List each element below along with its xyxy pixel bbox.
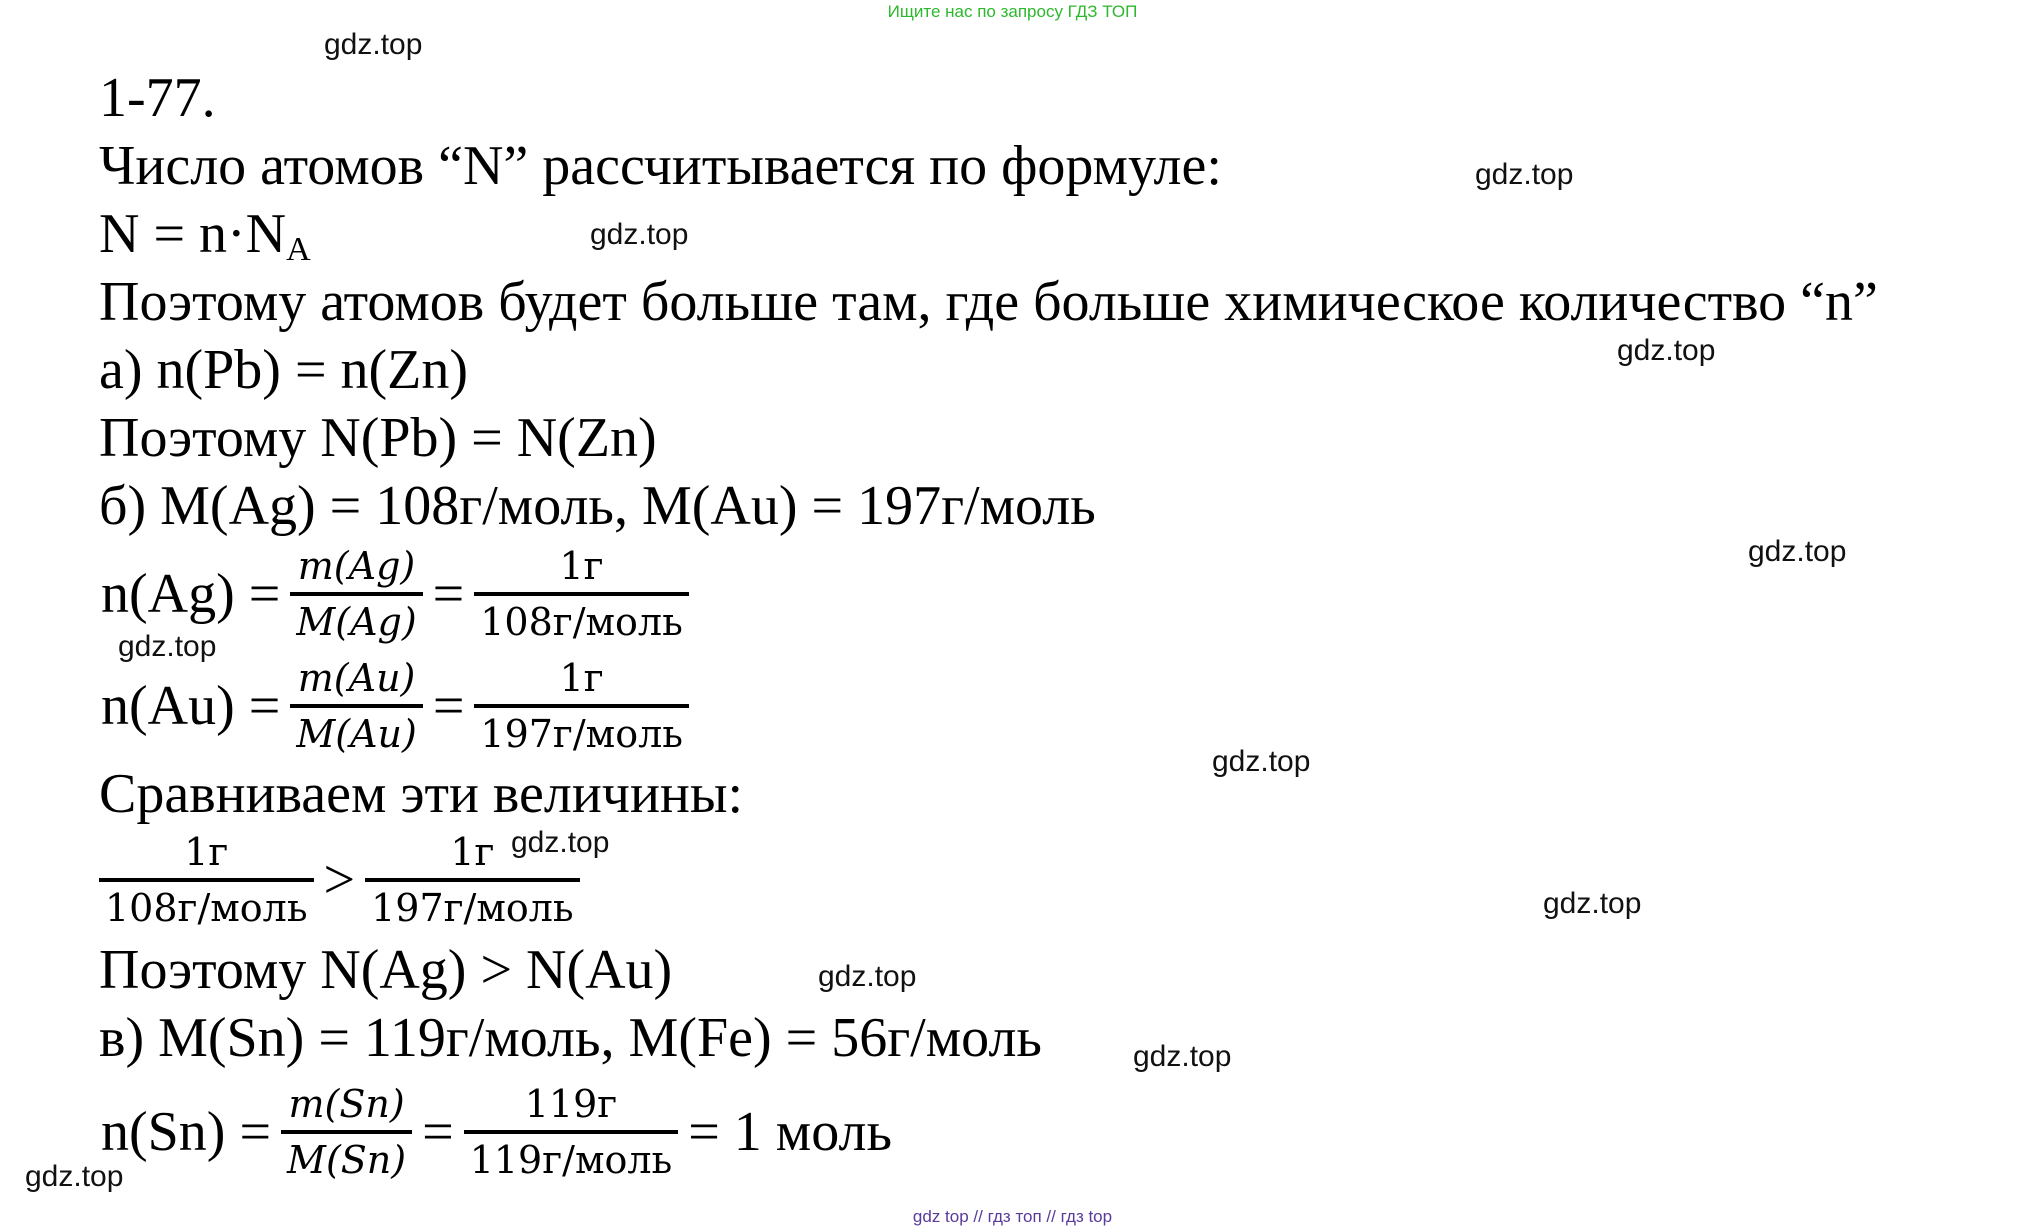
watermark-9: gdz.top [1543,887,1642,920]
fraction-compare-ag [99,826,314,934]
frac-denominator: 197г/моль [480,712,683,756]
eq-ag-lhs: n(Ag) = [101,563,281,625]
equation-sn [99,1078,894,1186]
fraction-ag-mass [290,540,422,648]
frac-denominator: M(Ag) [296,600,417,644]
formula-subscript: A [286,231,311,268]
part-a-result: Поэтому N(Pb) = N(Zn) [99,407,657,469]
fraction-sn-mass [281,1078,412,1186]
fraction-ag-values [474,540,689,648]
eq-sign: = [422,1101,454,1163]
eq-au-lhs: n(Au) = [101,675,281,737]
reason-line: Поэтому атомов будет больше там, где больше химическое количество “n” [99,271,1878,333]
frac-numerator: m(Ag) [297,544,416,588]
frac-denominator: 119г/моль [469,1138,673,1182]
equation-ag [99,540,697,648]
frac-denominator: 197г/моль [371,886,574,930]
frac-numerator: m(Sn) [288,1082,405,1126]
watermark-7: gdz.top [1212,745,1311,778]
equation-au [99,652,697,760]
site-banner: Ищите нас по запросу ГДЗ ТОП [887,2,1138,21]
fraction-au-mass [290,652,422,760]
watermark-10: gdz.top [818,960,917,993]
watermark-4: gdz.top [1617,334,1716,367]
intro-line: Число атомов “N” рассчитывается по формуле: [99,135,1222,197]
part-b-line: б) M(Ag) = 108г/моль, M(Au) = 197г/моль [99,475,1096,537]
watermark-6: gdz.top [118,630,217,663]
formula-main: N = n·N [99,203,287,265]
watermark-11: gdz.top [1133,1040,1232,1073]
frac-denominator: M(Sn) [287,1138,407,1182]
footer-links: gdz top // гдз топ // гдз top [912,1207,1113,1226]
comparison [99,826,588,934]
fraction-au-values [474,652,689,760]
watermark-2: gdz.top [1475,158,1574,191]
problem-number: 1-77. [99,67,216,129]
part-c-line: в) M(Sn) = 119г/моль, M(Fe) = 56г/моль [99,1007,1042,1069]
watermark-3: gdz.top [590,218,689,251]
frac-numerator: 1г [184,830,229,874]
frac-denominator: 108г/моль [480,600,683,644]
frac-numerator: 1г [450,830,495,874]
frac-numerator: 119г [524,1082,618,1126]
compare-title: Сравниваем эти величины: [99,763,744,825]
watermark-8: gdz.top [511,826,610,859]
watermark-5: gdz.top [1748,535,1847,568]
eq-sn-lhs: n(Sn) = [101,1101,272,1163]
frac-denominator: 108г/моль [105,886,308,930]
part-a-line: а) n(Pb) = n(Zn) [99,339,469,401]
frac-numerator: 1г [559,544,604,588]
frac-numerator: m(Au) [297,656,416,700]
fraction-sn-values [464,1078,679,1186]
part-b-result: Поэтому N(Ag) > N(Au) [99,939,673,1001]
fraction-compare-au [365,826,580,934]
formula-line [99,204,311,280]
eq-sign: = [432,563,465,625]
frac-numerator: 1г [559,656,604,700]
eq-sn-result: = 1 моль [688,1101,892,1163]
watermark-12: gdz.top [25,1160,124,1193]
eq-sign: = [432,675,465,737]
greater-than-sign: > [323,849,356,911]
watermark-1: gdz.top [324,28,423,61]
frac-denominator: M(Au) [296,712,417,756]
